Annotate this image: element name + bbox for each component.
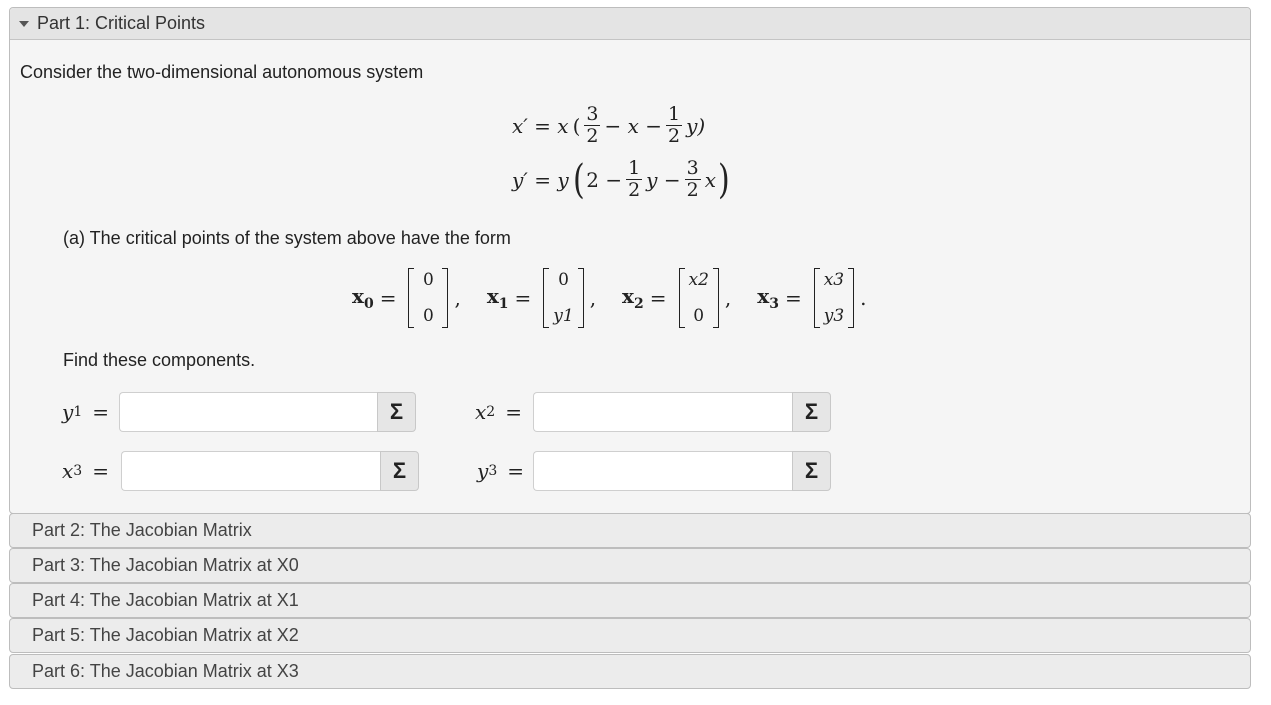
y3-equation-editor-button[interactable]: Σ	[792, 451, 831, 491]
part1-header[interactable]	[10, 8, 1250, 40]
part4-header[interactable]: Part 4: The Jacobian Matrix at X1	[9, 583, 1251, 618]
eq2-frac1: $\frac{1}{2}$	[628, 157, 641, 201]
eq1-frac2: $\frac{1}{2}$	[668, 103, 681, 147]
equation-y-prime: y′ = y ( 2 − $\frac{1}{2}$ y − $\frac{3}{2}$ x )	[512, 156, 730, 203]
part3-header[interactable]: Part 3: The Jacobian Matrix at X0	[9, 548, 1251, 583]
label-x2: x 2 =	[475, 400, 522, 424]
part1-panel	[9, 7, 1251, 514]
y1-input[interactable]	[119, 392, 377, 432]
equation-x-prime: x′ = x ( $\frac{3}{2}$ − x − $\frac{1}{2}$ y)	[512, 103, 706, 147]
eq1-mid: − x −	[604, 113, 662, 138]
find-components-text: Find these components.	[63, 350, 256, 370]
eq1-tail: y)	[686, 113, 706, 138]
x2-equation-editor-button[interactable]: Σ	[792, 392, 831, 432]
x3-input-group	[121, 451, 419, 491]
part2-header[interactable]: Part 2: The Jacobian Matrix	[9, 513, 1251, 548]
y3-input[interactable]	[533, 451, 792, 491]
label-y1: y 1 =	[62, 400, 109, 424]
question-a-text: (a) The critical points of the system above have the form	[63, 228, 511, 248]
vector-x0: $x_0$ = 0 0 ,	[352, 270, 461, 326]
eq2-mid: y −	[646, 167, 681, 192]
vector-x3: $x_3$ = x3 y3 .	[757, 270, 867, 326]
part5-header[interactable]: Part 5: The Jacobian Matrix at X2	[9, 618, 1251, 653]
eq2-start: 2 −	[586, 167, 623, 192]
vector-x1: $x_1$ = 0 y1 ,	[486, 270, 597, 326]
part6-header[interactable]: Part 6: The Jacobian Matrix at X3	[9, 654, 1251, 689]
y3-input-group	[533, 451, 831, 491]
x2-input-group	[533, 392, 831, 432]
y1-input-group	[119, 392, 416, 432]
intro-text: Consider the two-dimensional autonomous system	[20, 62, 424, 82]
eq1-lhs: x′ = x	[512, 113, 569, 138]
eq2-lhs: y′ = y	[512, 167, 569, 192]
label-x3: x 3 =	[62, 459, 109, 483]
x3-equation-editor-button[interactable]: Σ	[380, 451, 419, 491]
label-y3: y 3 =	[477, 459, 524, 483]
y1-equation-editor-button[interactable]: Σ	[377, 392, 416, 432]
part1-title: Part 1: Critical Points	[37, 13, 206, 33]
vector-x2: $x_2$ = x2 0 ,	[622, 270, 732, 326]
x3-input[interactable]	[121, 451, 380, 491]
critical-point-vectors	[352, 268, 867, 328]
eq2-frac2: $\frac{3}{2}$	[686, 157, 699, 201]
x2-input[interactable]	[533, 392, 792, 432]
eq2-tail: x	[704, 167, 716, 192]
eq1-frac1: $\frac{3}{2}$	[586, 103, 599, 147]
caret-down-icon[interactable]	[19, 21, 29, 27]
